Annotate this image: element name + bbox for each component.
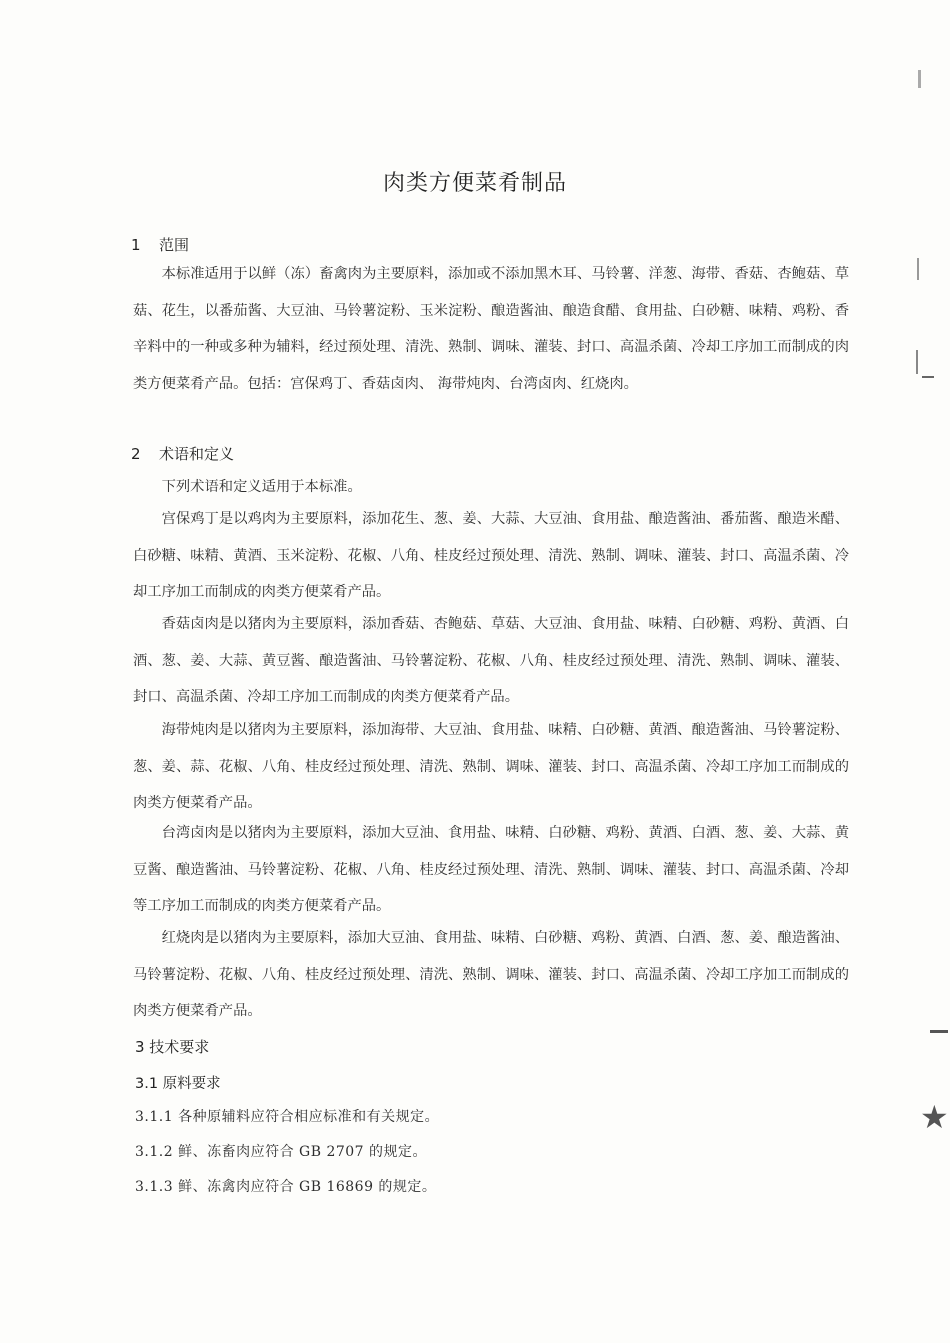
scan-edge-mark [916, 350, 918, 374]
scope-paragraph: 本标准适用于以鲜（冻）畜禽肉为主要原料，添加或不添加黑木耳、马铃薯、洋葱、海带、香菇、杏鲍菇、草菇、花生，以番茄酱、大豆油、马铃薯淀粉、玉米淀粉、酿造酱油、酿造食醋、食用盐、白砂糖、味精、鸡粉、香辛料中的一种或多种为辅料，经过预处理、清洗、熟制、调味、灌装、封口、高温杀菌、冷却工序加工而制成的肉类方便菜肴产品。包括：宫保鸡丁、香菇卤肉、 海带炖肉、台湾卤肉、红烧肉。 [133, 266, 849, 392]
terms-intro: 下列术语和定义适用于本标准。 [161, 479, 362, 495]
definition-kelp-stewed-pork: 海带炖肉是以猪肉为主要原料，添加海带、大豆油、食用盐、味精、白砂糖、黄酒、酿造酱油、马铃薯淀粉、葱、姜、蒜、花椒、八角、桂皮经过预处理、清洗、熟制、调味、灌装、封口、高温杀菌、冷却工序加工而制成的肉类方便菜肴产品。 [133, 722, 849, 811]
section-2-title: 术语和定义 [159, 445, 235, 463]
section-2-heading [131, 443, 234, 464]
clause-3-1-3: 3.1.3 鲜、冻禽肉应符合 GB 16869 的规定。 [135, 1179, 437, 1195]
document-title: 肉类方便菜肴制品 [382, 171, 567, 196]
definition-gongbao-chicken: 宫保鸡丁是以鸡肉为主要原料，添加花生、葱、姜、大蒜、大豆油、食用盐、酿造酱油、番茄酱、酿造米醋、白砂糖、味精、黄酒、玉米淀粉、花椒、八角、桂皮经过预处理、清洗、熟制、调味、灌装、封口、高温杀菌、冷却工序加工而制成的肉类方便菜肴产品。 [133, 511, 849, 600]
definition-mushroom-braised-pork: 香菇卤肉是以猪肉为主要原料，添加香菇、杏鲍菇、草菇、大豆油、食用盐、味精、白砂糖、鸡粉、黄酒、白酒、葱、姜、大蒜、黄豆酱、酿造酱油、马铃薯淀粉、花椒、八角、桂皮经过预处理、清洗、熟制、调味、灌装、封口、高温杀菌、冷却工序加工而制成的肉类方便菜肴产品。 [133, 616, 849, 705]
scan-edge-mark [922, 376, 934, 378]
scan-edge-mark [917, 258, 919, 280]
section-3-1-heading: 3.1 原料要求 [135, 1076, 221, 1092]
scan-edge-mark [930, 1030, 948, 1033]
definition-red-braised-pork: 红烧肉是以猪肉为主要原料，添加大豆油、食用盐、味精、白砂糖、鸡粉、黄酒、白酒、葱、姜、酿造酱油、马铃薯淀粉、花椒、八角、桂皮经过预处理、清洗、熟制、调味、灌装、封口、高温杀菌、冷却工序加工而制成的肉类方便菜肴产品。 [133, 930, 849, 1019]
section-1-number: 1 [131, 236, 141, 254]
section-1-title: 范围 [159, 236, 190, 254]
section-1-heading [131, 234, 189, 255]
definition-taiwan-braised-pork: 台湾卤肉是以猪肉为主要原料，添加大豆油、食用盐、味精、白砂糖、鸡粉、黄酒、白酒、葱、姜、大蒜、黄豆酱、酿造酱油、马铃薯淀粉、花椒、八角、桂皮经过预处理、清洗、熟制、调味、灌装、封口、高温杀菌、冷却等工序加工而制成的肉类方便菜肴产品。 [133, 825, 849, 914]
section-2-number: 2 [131, 445, 141, 463]
scan-edge-mark [918, 70, 921, 88]
section-3-heading: 3 技术要求 [135, 1038, 210, 1056]
star-stamp-icon: ★ [920, 1098, 949, 1136]
clause-3-1-1: 3.1.1 各种原辅料应符合相应标准和有关规定。 [135, 1109, 440, 1125]
clause-3-1-2: 3.1.2 鲜、冻畜肉应符合 GB 2707 的规定。 [135, 1144, 428, 1160]
